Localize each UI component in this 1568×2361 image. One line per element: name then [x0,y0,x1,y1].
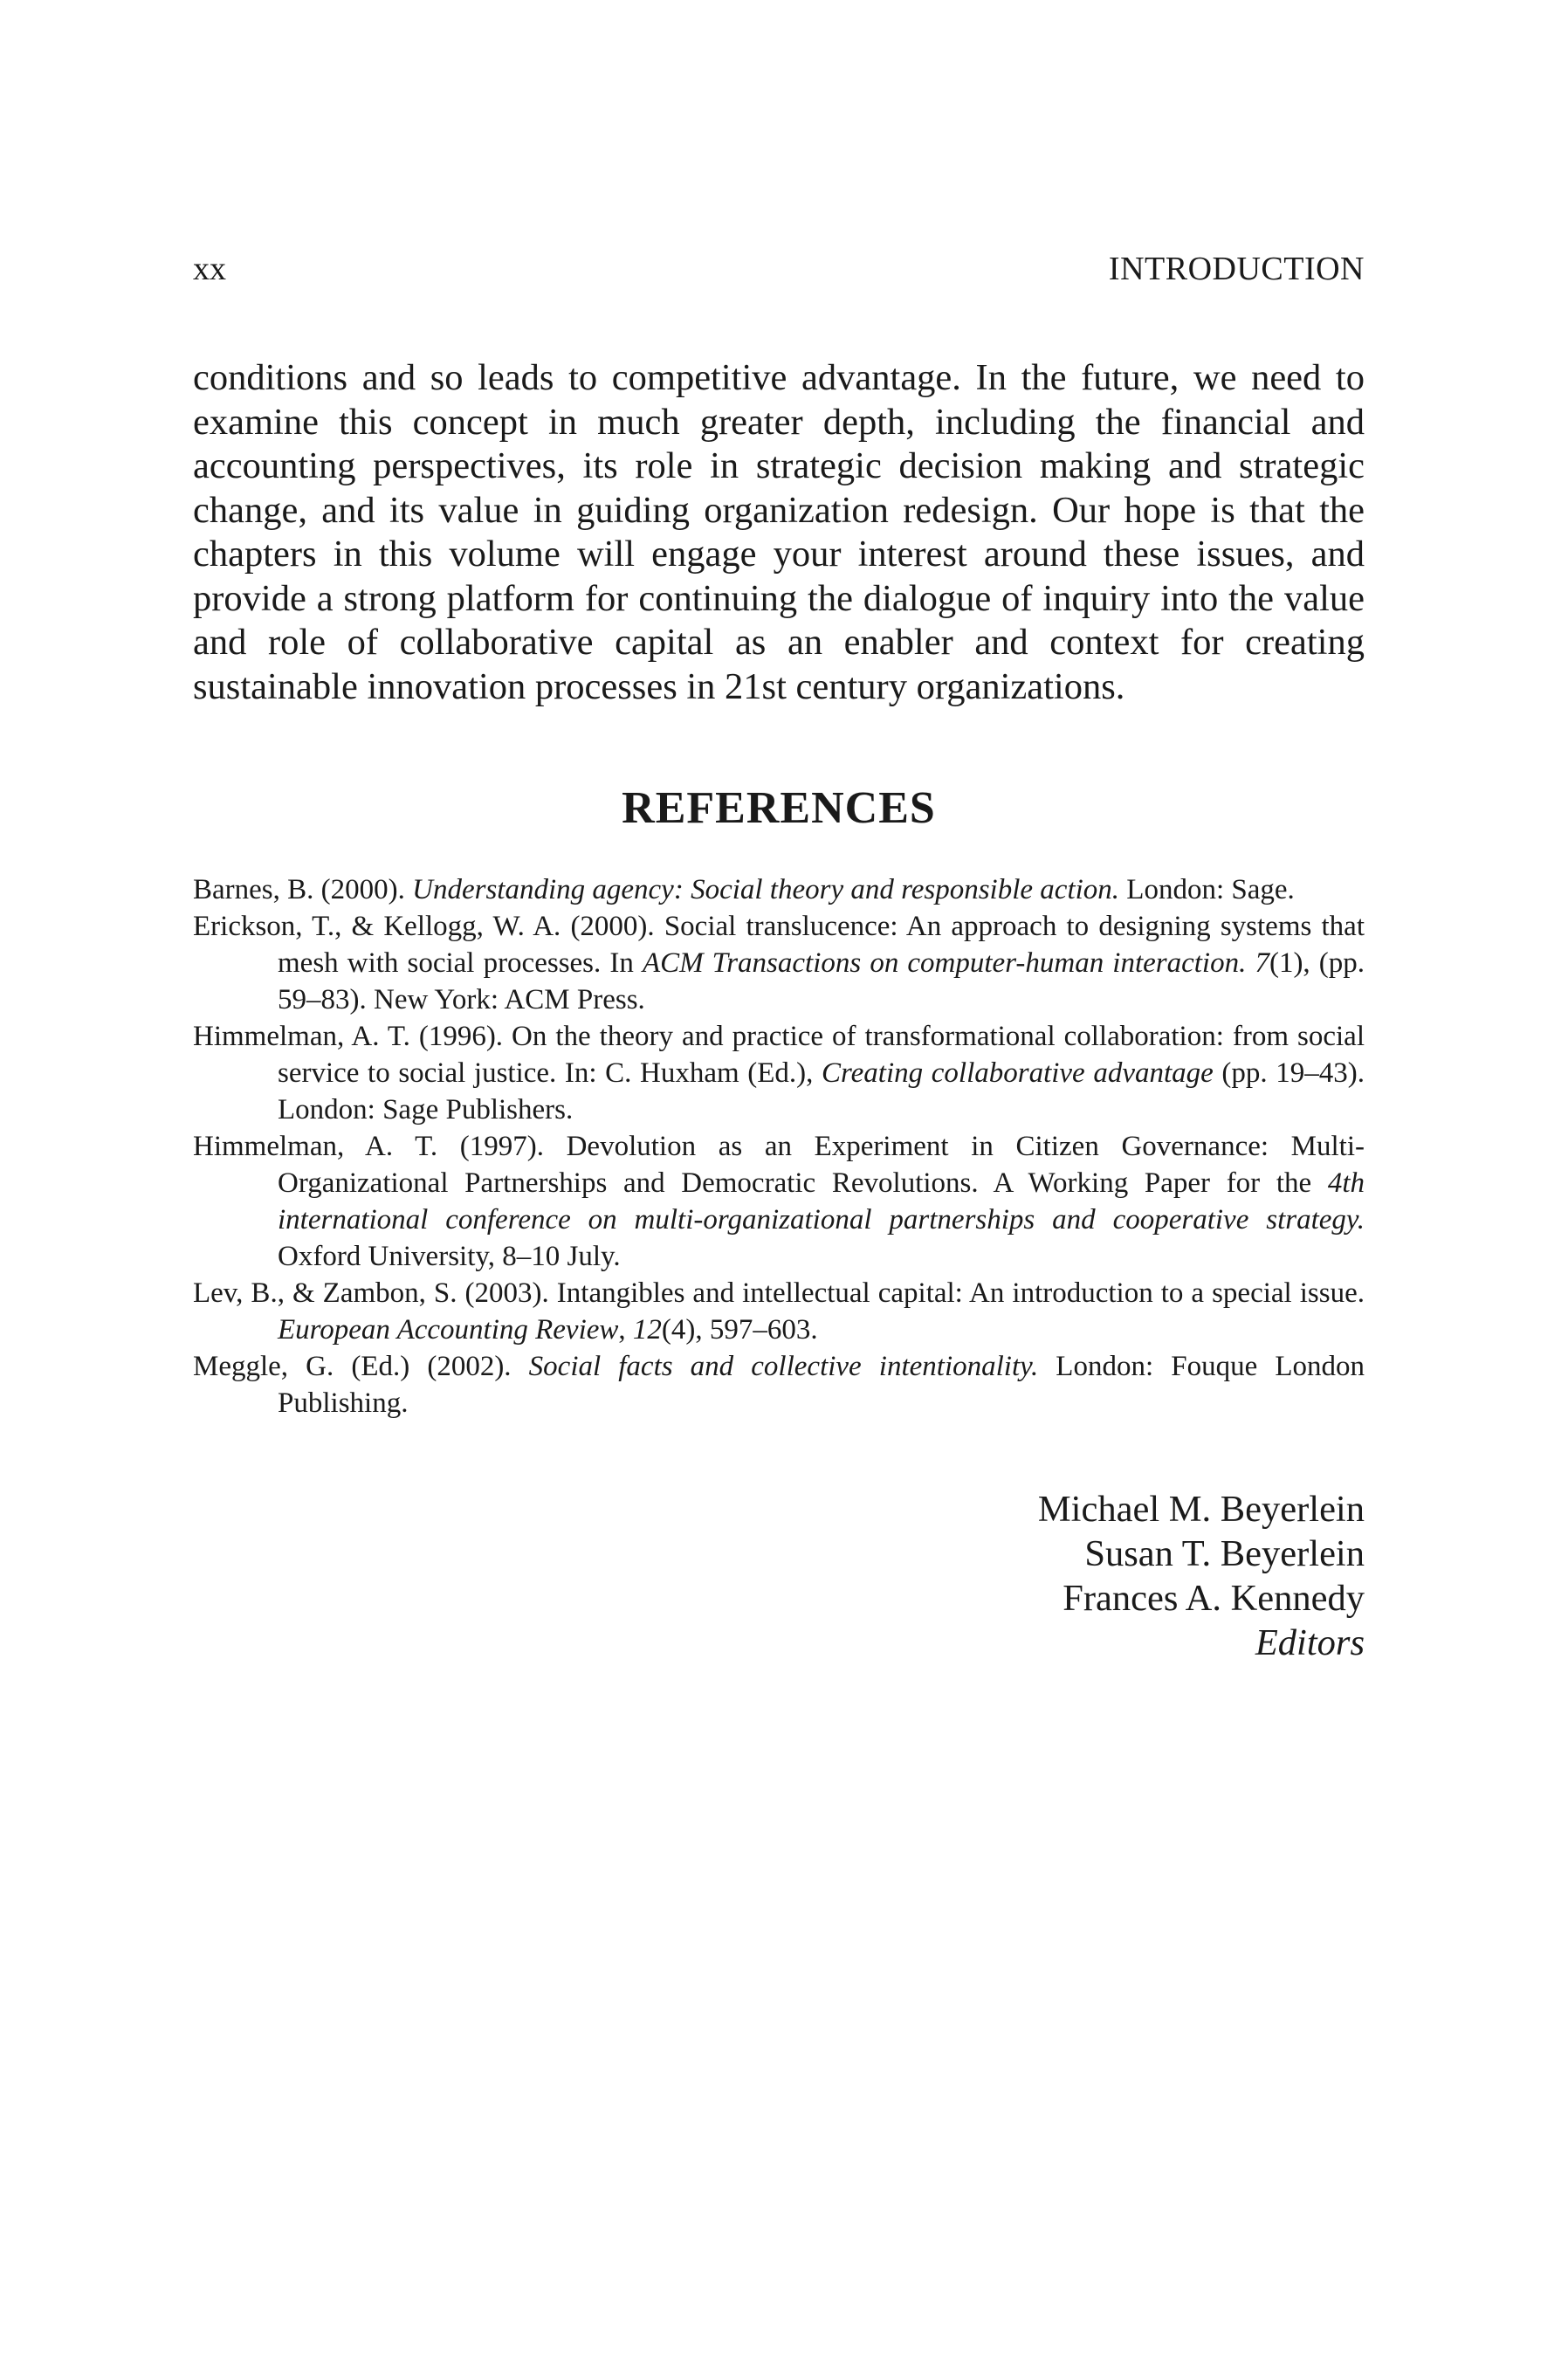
editor-name: Susan T. Beyerlein [1084,1533,1365,1574]
reference-entry: Lev, B., & Zambon, S. (2003). Intangibles and intellectual capital: An introduction to a special issue. European Accounting Review, 12(4), 597–603. [193,1277,1365,1346]
editor-name: Frances A. Kennedy [1063,1578,1365,1619]
reference-entry: Himmelman, A. T. (1997). Devolution as an Experiment in Citizen Governance: Multi-Organizational Partnerships and Democratic Revolutions. A Working Paper for the 4th international conference on multi-organizational partnerships and cooperative strategy. Oxford University, 8–10 July. [193,1131,1365,1272]
body-paragraph: conditions and so leads to competitive advantage. In the future, we need to examine this concept in much greater depth, including the financial and accounting perspectives, its role in strategic decision making and strategic change, and its value in guiding organization redesign. Our hope is that the chapters in this volume will engage your interest around these issues, and provide a strong platform for continuing the dialogue of inquiry into the value and role of collaborative capital as an enabler and context for creating sustainable innovation processes in 21st century organizations. [193,357,1365,707]
reference-entry: Himmelman, A. T. (1996). On the theory and practice of transformational collaboration: from social service to social justice. In: C. Huxham (Ed.), Creating collaborative advantage (pp. 19–43). London: Sage Publishers. [193,1021,1365,1125]
reference-list [193,871,1365,1421]
references-heading: REFERENCES [622,783,936,833]
editors-signoff [193,1487,1365,1665]
reference-entry: Barnes, B. (2000). Understanding agency: Social theory and responsible action. London: Sage. [193,874,1295,905]
editors-role: Editors [1255,1622,1365,1663]
section-title: INTRODUCTION [1108,251,1365,287]
reference-entry: Erickson, T., & Kellogg, W. A. (2000). Social translucence: An approach to designing systems that mesh with social processes. In ACM Transactions on computer-human interaction. 7(1), (pp. 59–83). New York: ACM Press. [193,911,1365,1015]
page-number: xx [193,251,226,287]
editor-name: Michael M. Beyerlein [1037,1489,1365,1530]
reference-entry: Meggle, G. (Ed.) (2002). Social facts and collective intentionality. London: Fouque London Publishing. [193,1351,1365,1419]
